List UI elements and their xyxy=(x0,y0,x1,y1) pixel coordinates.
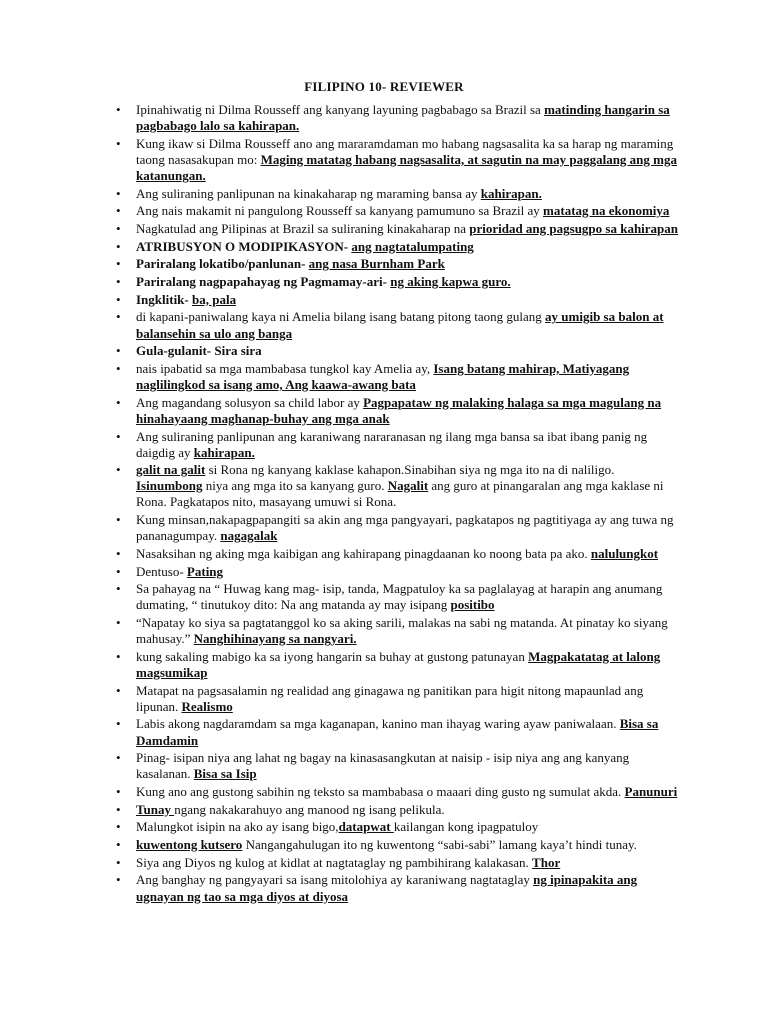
item-text: si Rona ng kanyang kaklase kahapon.Sinabihan siya ng mga ito na di naliligo. xyxy=(205,462,615,478)
bullet-icon: • xyxy=(116,716,121,732)
list-item xyxy=(0,462,768,510)
answer-text: ba, pala xyxy=(192,291,237,307)
answer-text: nalulungkot xyxy=(590,545,659,561)
list-item xyxy=(0,512,768,544)
list-item xyxy=(0,343,768,359)
answer-text: Bisa sa Damdamin xyxy=(136,716,659,748)
list-item xyxy=(0,361,768,393)
bullet-icon: • xyxy=(116,682,121,698)
answer-text: matatag na ekonomiya xyxy=(543,203,670,219)
bullet-icon: • xyxy=(116,837,121,853)
list-item xyxy=(0,221,768,237)
item-text: kailangan kong ipagpatuloy xyxy=(393,819,539,835)
answer-text: Panunuri xyxy=(624,784,678,799)
list-item xyxy=(0,819,768,835)
list-item xyxy=(0,683,768,715)
bullet-icon: • xyxy=(116,615,121,631)
term-text: Pariralang nagpapahayag ng Pagmamay-ari- xyxy=(136,274,391,290)
answer-text: ay umigib sa balon at balansehin sa ulo ang banga xyxy=(136,309,664,341)
list-item xyxy=(0,429,768,461)
item-text: Sa pahayag na “ Huwag kang mag- isip, tanda, Magpatuloy ka sa paglalayag at harapin ang anumang dumating, “ tinutukoy dito: Na ang matanda ay may isipang xyxy=(136,581,663,613)
answer-text: positibo xyxy=(450,597,495,613)
list-item xyxy=(0,615,768,647)
answer-text: Bisa sa Isip xyxy=(193,766,257,782)
item-text: ngang nakakarahuyo ang manood ng isang pelikula. xyxy=(174,801,445,817)
answer-text: Nagalit xyxy=(387,478,429,494)
item-text: Kung ikaw si Dilma Rousseff ano ang mararamdaman mo habang nagsasalita ka sa harap ng maraming taong nasasakupan mo: xyxy=(136,135,674,167)
list-item xyxy=(0,784,768,800)
bullet-icon: • xyxy=(116,221,121,237)
item-text: Nangangahulugan ito ng kuwentong “sabi-sabi” lamang kaya’t hindi tunay. xyxy=(242,837,637,853)
bullet-icon: • xyxy=(116,135,121,151)
item-text: “Napatay ko siya sa pagtatanggol ko sa aking sarili, malakas na sabi ng matanda. At pinatay ko siyang mahusay.” xyxy=(136,615,668,647)
item-text: kung sakaling mabigo ka sa iyong hangarin sa buhay at gustong patunayan xyxy=(136,648,529,664)
answer-text: Realismo xyxy=(181,698,233,714)
item-text: Siya ang Diyos ng kulog at kidlat at nagtataglay ng pambihirang kalakasan. xyxy=(136,854,533,870)
item-text: Nasaksihan ng aking mga kaibigan ang kahirapang pinagdaanan ko noong bata pa ako. xyxy=(136,545,591,561)
list-item xyxy=(0,750,768,782)
list-item xyxy=(0,649,768,681)
answer-text: Isinumbong xyxy=(136,478,203,494)
item-text: ang guro at pinangaralan ang mga kaklase ni Rona. Pagkatapos nito, masayang umuwi si Rona. xyxy=(136,478,664,510)
item-text: Ipinahiwatig ni Dilma Rousseff ang kanyang layuning pagbabago sa Brazil sa xyxy=(136,102,545,117)
answer-text: Tunay xyxy=(136,801,175,817)
reviewer-list xyxy=(0,102,768,906)
answer-text: prioridad ang pagsugpo sa kahirapan xyxy=(469,221,679,237)
term-text: Gula-gulanit- Sira sira xyxy=(136,343,262,359)
item-text: Pinag- isipan niya ang lahat ng bagay na kinasasangkutan at naisip - isip niya ang ang kanyang kasalanan. xyxy=(136,750,630,782)
bullet-icon: • xyxy=(116,784,121,799)
list-item xyxy=(0,546,768,562)
item-text: niya ang mga ito sa kanyang guro. xyxy=(202,478,388,494)
item-text: Dentuso- xyxy=(136,563,187,579)
item-text: Ang suliraning panlipunan na kinakaharap ng maraming bansa ay xyxy=(136,185,481,201)
answer-text: ang nasa Burnham Park xyxy=(308,256,445,272)
item-text: Matapat na pagsasalamin ng realidad ang ginagawa ng panitikan para higit nitong mapaunlad ang lipunan. xyxy=(136,682,644,714)
list-item xyxy=(0,564,768,580)
bullet-icon: • xyxy=(116,750,121,766)
bullet-icon: • xyxy=(116,581,121,597)
bullet-icon: • xyxy=(116,291,121,307)
answer-text: matinding hangarin sa pagbabago lalo sa kahirapan. xyxy=(136,102,670,134)
bullet-icon: • xyxy=(116,648,121,664)
list-item xyxy=(0,136,768,184)
item-text: Nagkatulad ang Pilipinas at Brazil sa suliraning kinakaharap na xyxy=(136,221,470,237)
answer-text: kahirapan. xyxy=(480,185,542,201)
list-item xyxy=(0,274,768,290)
item-text: Ang magandang solusyon sa child labor ay xyxy=(136,394,364,410)
answer-text: Pating xyxy=(186,563,224,579)
bullet-icon: • xyxy=(116,102,121,117)
bullet-icon: • xyxy=(116,394,121,410)
list-item xyxy=(0,309,768,341)
answer-text: Isang batang mahirap, Matiyagang naglilingkod sa isang amo, Ang kaawa-awang bata xyxy=(136,360,630,393)
bullet-icon: • xyxy=(116,238,121,254)
bullet-icon: • xyxy=(116,309,121,325)
bullet-icon: • xyxy=(116,203,121,219)
item-text: Malungkot isipin na ako ay isang bigo, xyxy=(136,819,339,835)
bullet-icon: • xyxy=(116,512,121,528)
bullet-icon: • xyxy=(116,819,121,835)
bullet-icon: • xyxy=(116,256,121,272)
bullet-icon: • xyxy=(116,462,121,478)
item-text: Kung ano ang gustong sabihin ng teksto sa mambabasa o maaari ding gusto ng sumulat akda. xyxy=(136,784,625,799)
bullet-icon: • xyxy=(116,801,121,817)
list-item xyxy=(0,716,768,748)
answer-text: Maging matatag habang nagsasalita, at sagutin na may paggalang ang mga katanungan. xyxy=(136,151,677,183)
item-text: Kung minsan,nakapagpapangiti sa akin ang mga pangyayari, pagkatapos ng pagtitiyaga ay ang tuwa ng pananagumpay. xyxy=(136,512,674,544)
bullet-icon: • xyxy=(116,563,121,579)
answer-text: nagagalak xyxy=(220,528,278,544)
answer-text: ng ipinapakita ang ugnayan ng tao sa mga diyos at diyosa xyxy=(136,872,638,904)
list-item xyxy=(0,837,768,853)
answer-text: datapwat xyxy=(338,819,394,835)
answer-text: galit na galit xyxy=(136,462,206,478)
bullet-icon: • xyxy=(116,343,121,359)
answer-text: ang nagtatalumpating xyxy=(351,238,474,254)
list-item xyxy=(0,855,768,871)
item-text: Ang suliraning panlipunan ang karaniwang nararanasan ng ilang mga bansa sa ibat ibang panig ng daigdig ay xyxy=(136,428,648,460)
item-text: Labis akong nagdaramdam sa mga kaganapan, kanino man ihayag waring ayaw paniwalaan. xyxy=(136,716,620,732)
item-text: nais ipabatid sa mga mambabasa tungkol kay Amelia ay, xyxy=(136,360,434,376)
item-text: Ang banghay ng pangyayari sa isang mitolohiya ay karaniwang nagtataglay xyxy=(136,872,534,888)
answer-text: Magpakatatag at lalong magsumikap xyxy=(136,648,661,680)
bullet-icon: • xyxy=(116,274,121,290)
bullet-icon: • xyxy=(116,428,121,444)
answer-text: kahirapan. xyxy=(193,444,255,460)
answer-text: ng aking kapwa guro. xyxy=(390,274,511,290)
bullet-icon: • xyxy=(116,185,121,201)
list-item xyxy=(0,203,768,219)
list-item xyxy=(0,395,768,427)
term-text: ATRIBUSYON O MODIPIKASYON- xyxy=(136,238,352,254)
term-text: Pariralang lokatibo/panlunan- xyxy=(136,256,309,272)
list-item xyxy=(0,256,768,272)
list-item xyxy=(0,292,768,308)
list-item xyxy=(0,239,768,255)
list-item xyxy=(0,802,768,818)
bullet-icon: • xyxy=(116,872,121,888)
list-item xyxy=(0,872,768,904)
bullet-icon: • xyxy=(116,545,121,561)
list-item xyxy=(0,581,768,613)
answer-text: Nanghihinayang sa nangyari. xyxy=(193,631,357,647)
item-text: Ang nais makamit ni pangulong Rousseff sa kanyang pamumuno sa Brazil ay xyxy=(136,203,544,219)
bullet-icon: • xyxy=(116,360,121,376)
answer-text: Thor xyxy=(532,854,561,870)
list-item xyxy=(0,102,768,134)
item-text: di kapani-paniwalang kaya ni Amelia bilang isang batang pitong taong gulang xyxy=(136,309,546,325)
page-title: FILIPINO 10- REVIEWER xyxy=(304,79,464,94)
answer-text: Pagpapataw ng malaking halaga sa mga magulang na hinahayaang maghanap-buhay ang mga anak xyxy=(136,394,662,426)
term-text: Ingklitik- xyxy=(136,291,192,307)
answer-text: kuwentong kutsero xyxy=(136,837,243,853)
list-item xyxy=(0,186,768,202)
bullet-icon: • xyxy=(116,854,121,870)
